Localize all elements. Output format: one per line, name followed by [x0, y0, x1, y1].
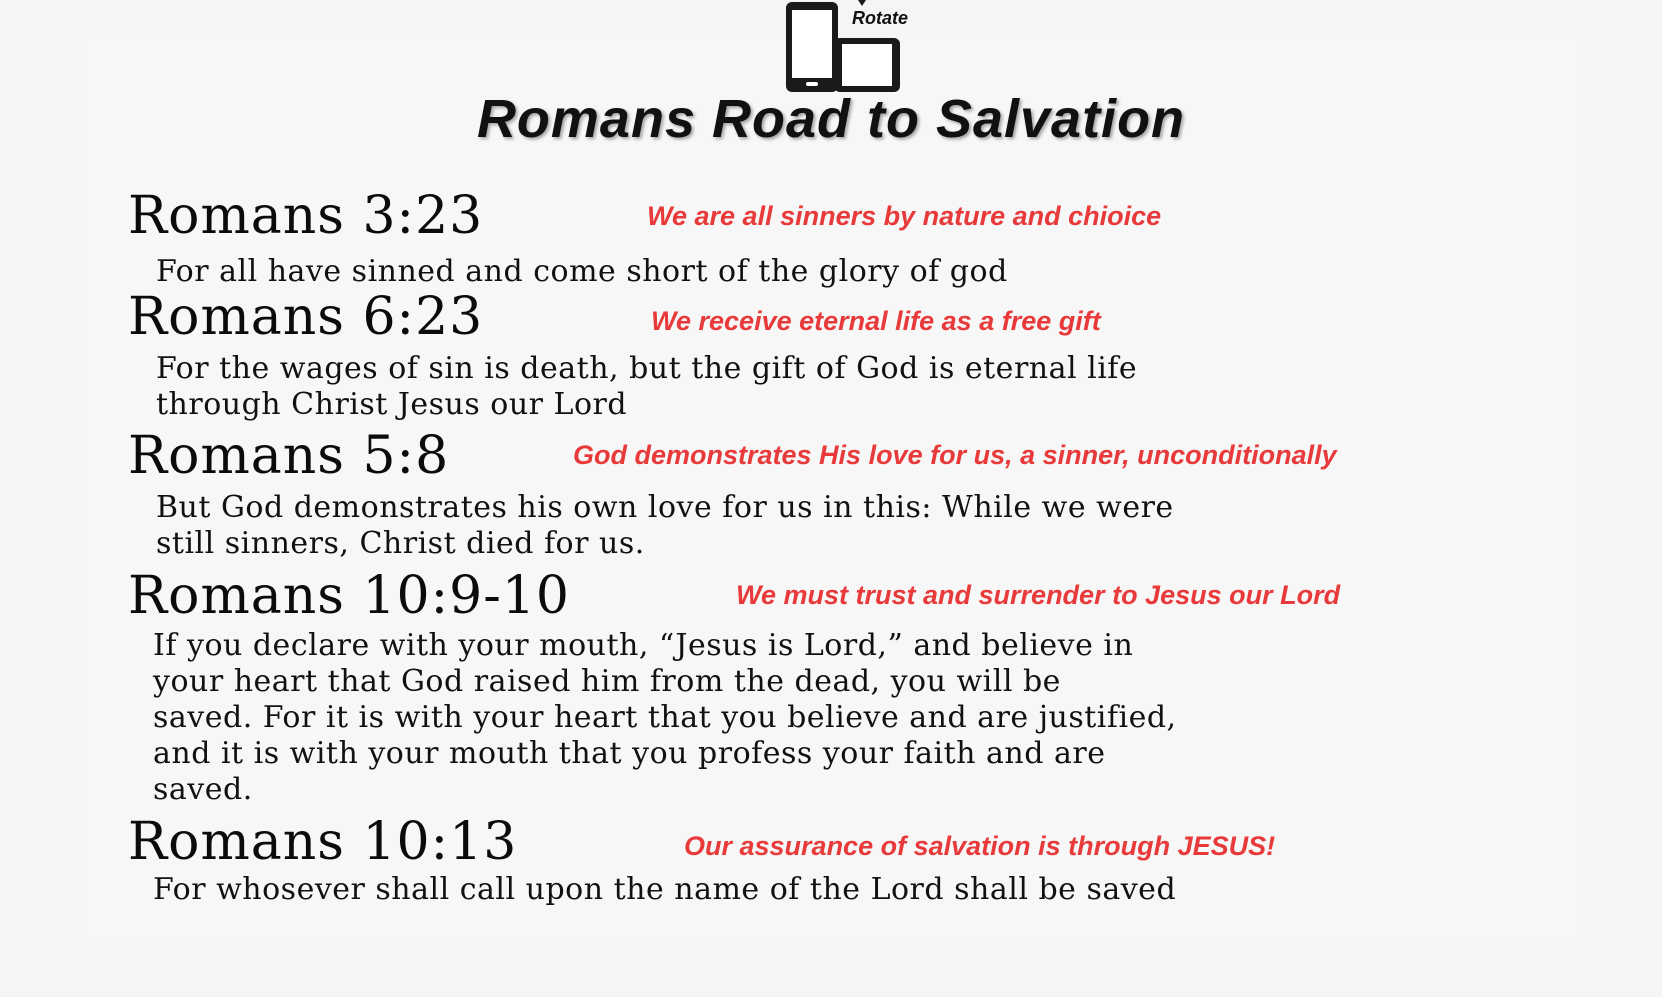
verse-reference: Romans 6:23 [128, 287, 484, 347]
verse-line: saved. For it is with your heart that you believe and are justified, [153, 700, 1177, 735]
verse-line: still sinners, Christ died for us. [156, 526, 645, 561]
verse-line: saved. [153, 772, 253, 807]
verse-line: your heart that God raised him from the dead, you will be [153, 664, 1061, 699]
rotate-label[interactable]: Rotate [852, 8, 909, 28]
verse-text [156, 351, 1137, 423]
verse-text [153, 872, 1176, 908]
page-title: Romans Road to Salvation [476, 89, 1186, 149]
verse-reference: Romans 3:23 [128, 186, 484, 246]
verse-line: and it is with your mouth that you profess your faith and are [153, 736, 1106, 771]
verse-theme: We are all sinners by nature and chioice [647, 201, 1162, 231]
verse-line: For whosever shall call upon the name of the Lord shall be saved [153, 872, 1177, 907]
verse-line: But God demonstrates his own love for us in this: While we were [156, 490, 1174, 525]
verse-line: through Christ Jesus our Lord [156, 387, 628, 422]
verse-line: For the wages of sin is death, but the gift of God is eternal life [156, 351, 1138, 386]
verse-theme: We must trust and surrender to Jesus our Lord [736, 580, 1341, 610]
verse-text [153, 628, 1177, 808]
verse-theme: God demonstrates His love for us, a sinner, unconditionally [573, 440, 1337, 470]
verse-text [156, 490, 1174, 562]
verse-theme: We receive eternal life as a free gift [651, 306, 1101, 336]
verse-line: For all have sinned and come short of the glory of god [156, 254, 1008, 289]
verse-line: If you declare with your mouth, “Jesus is Lord,” and believe in [153, 628, 1134, 663]
verse-text [156, 254, 1008, 290]
verse-reference: Romans 10:9-10 [128, 566, 570, 626]
verse-theme: Our assurance of salvation is through JESUS! [684, 831, 1276, 861]
verse-reference: Romans 10:13 [128, 812, 518, 872]
verse-reference: Romans 5:8 [128, 426, 450, 486]
